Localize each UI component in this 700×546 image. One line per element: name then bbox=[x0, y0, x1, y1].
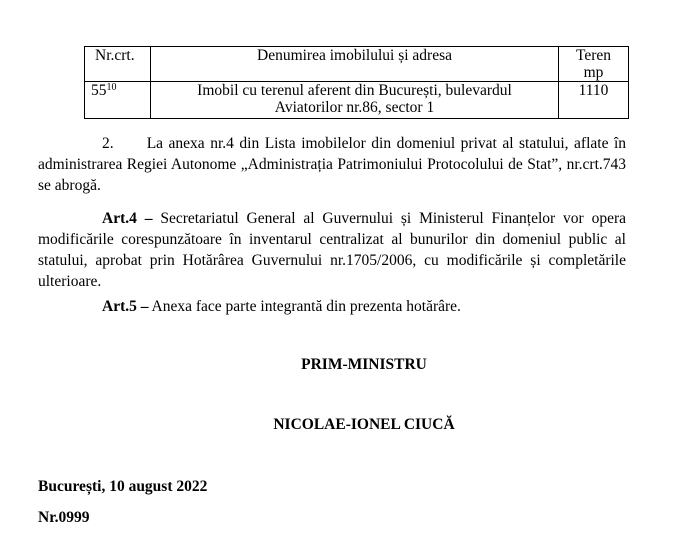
cell-teren: 1110 bbox=[559, 82, 629, 119]
article-5-label: Art.5 – bbox=[102, 298, 149, 315]
header-teren-line1: Teren bbox=[575, 47, 612, 64]
table-header-row bbox=[85, 47, 629, 82]
denumire-line1: Imobil cu terenul aferent din București, bulevardul bbox=[197, 82, 512, 99]
header-teren bbox=[559, 47, 629, 82]
article-4-text: Secretariatul General al Guvernului și Ministerul Finanțelor vor opera modificările corespunzătoare în inventarul centralizat al bunurilor din domeniul public al statului, aprobat prin Hotărârea Guvernului nr.1705/2006, cu modificările și completările ulterioare. bbox=[38, 210, 626, 290]
article-5-text: Anexa face parte integrantă din prezenta hotărâre. bbox=[151, 298, 461, 315]
document-number: Nr.0999 bbox=[38, 509, 90, 526]
cell-nr-crt bbox=[85, 82, 151, 119]
article-4 bbox=[38, 208, 626, 292]
city-date: București, 10 august 2022 bbox=[38, 478, 208, 495]
signature-title: PRIM-MINISTRU bbox=[301, 356, 427, 373]
paragraph-2-text: La anexa nr.4 din Lista imobilelor din domeniul privat al statului, aflate în administrarea Regiei Autonome „Administrația Patrimoniului Protocolului de Stat”, nr.crt.743 se abrogă. bbox=[38, 135, 627, 194]
header-denumire: Denumirea imobilului și adresa bbox=[151, 47, 559, 82]
annex-table bbox=[84, 46, 629, 119]
header-nr-crt: Nr.crt. bbox=[85, 47, 151, 82]
header-teren-line2: mp bbox=[583, 64, 604, 81]
signature-name: NICOLAE-IONEL CIUCĂ bbox=[273, 416, 455, 433]
nr-crt-superscript: 10 bbox=[106, 82, 117, 93]
article-4-label: Art.4 – bbox=[102, 210, 153, 227]
cell-denumire bbox=[151, 82, 559, 119]
paragraph-2-number: 2. bbox=[102, 135, 114, 152]
paragraph-2 bbox=[38, 133, 626, 196]
table-row bbox=[85, 82, 629, 119]
nr-crt-base: 55 bbox=[91, 82, 107, 99]
article-5 bbox=[38, 296, 626, 317]
denumire-line2: Aviatorilor nr.86, sector 1 bbox=[274, 99, 435, 116]
